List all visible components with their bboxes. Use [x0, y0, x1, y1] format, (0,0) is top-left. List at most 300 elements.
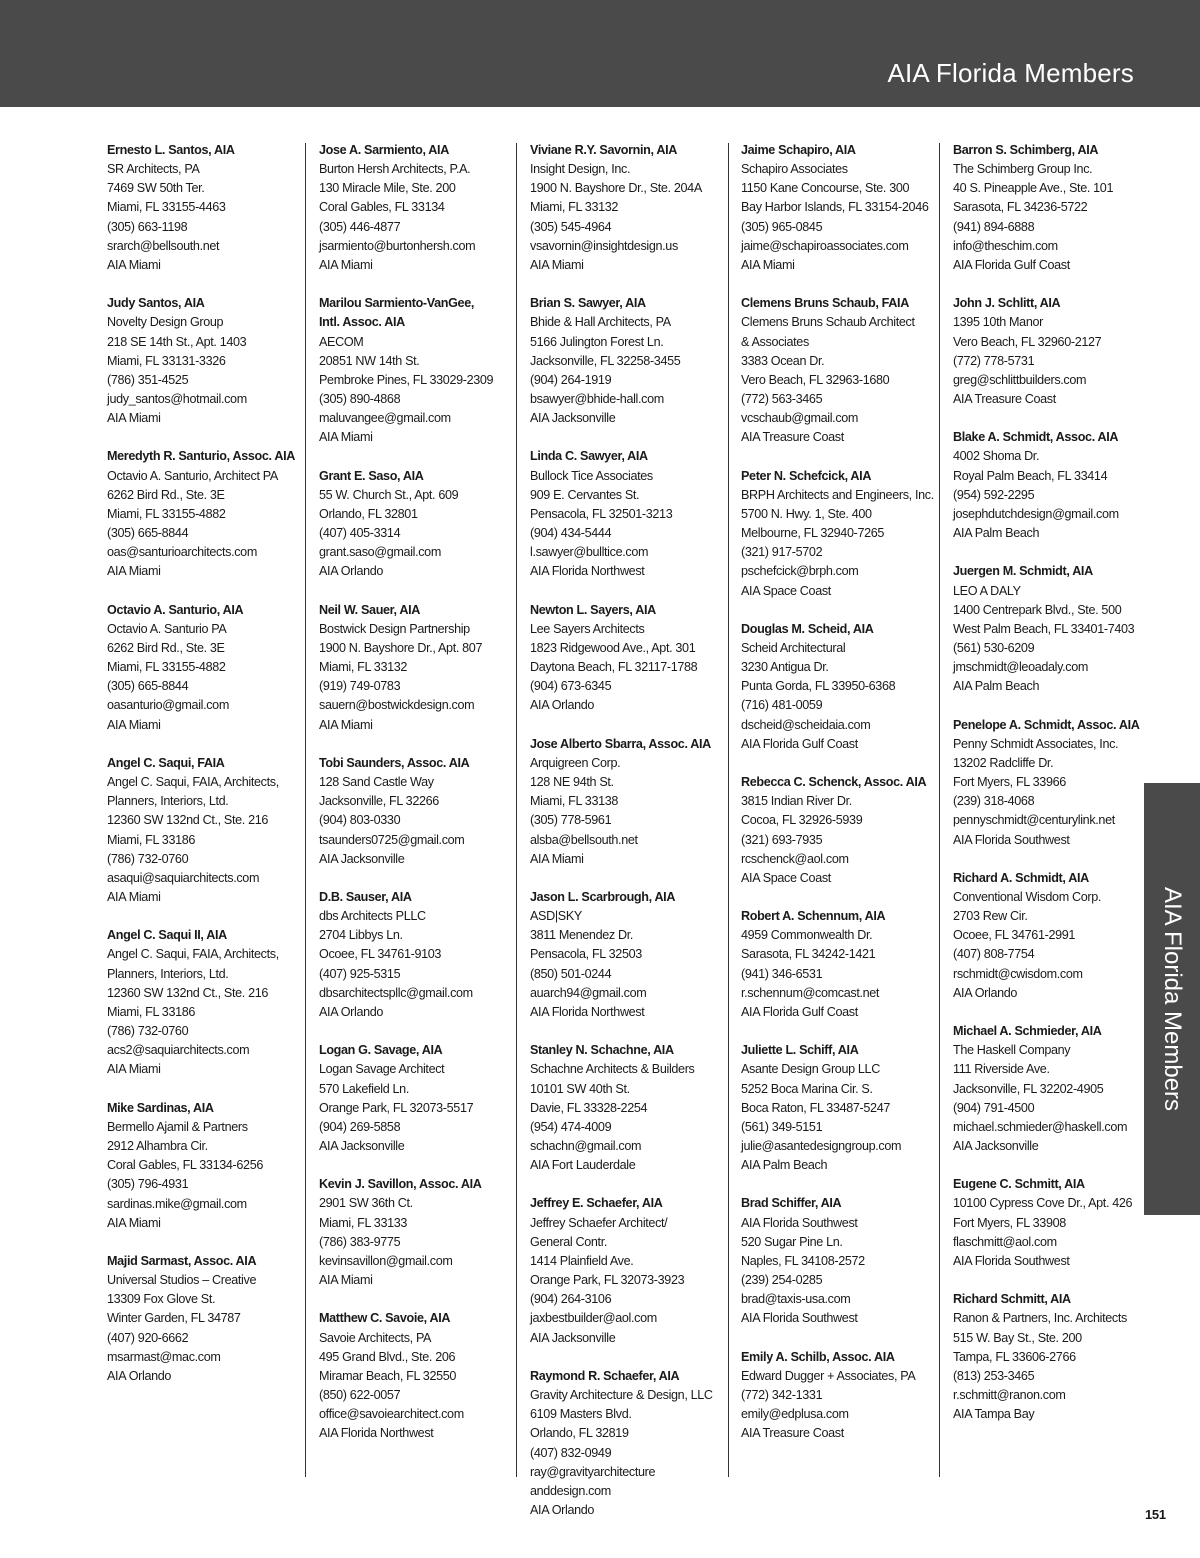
member-detail: brad@taxis-usa.com: [741, 1292, 851, 1307]
member-detail: 3815 Indian River Dr.: [741, 794, 852, 809]
member-detail: Universal Studios – Creative: [107, 1273, 257, 1288]
member-entry: [741, 620, 941, 754]
member-entry: [953, 1290, 1153, 1424]
member-detail: 12360 SW 132nd Ct., Ste. 216: [107, 985, 269, 1000]
member-detail: Bullock Tice Associates: [530, 468, 653, 483]
column-divider: [939, 143, 940, 1477]
member-entry: [107, 1099, 307, 1233]
member-detail: Arquigreen Corp.: [530, 755, 621, 770]
member-name: Angel C. Saqui, FAIA: [107, 755, 225, 770]
member-detail: tsaunders0725@gmail.com: [319, 832, 465, 847]
member-detail: Angel C. Saqui, FAIA, Architects,: [107, 775, 279, 790]
member-detail: asaqui@saquiarchitects.com: [107, 870, 260, 885]
member-detail: 1150 Kane Concourse, Ste. 300: [741, 181, 910, 196]
member-detail: (305) 446-4877: [319, 219, 401, 234]
member-column-3: [530, 141, 730, 1539]
member-detail: vcschaub@gmail.com: [741, 411, 859, 426]
member-detail: AIA Jacksonville: [530, 411, 616, 426]
member-detail: Coral Gables, FL 33134-6256: [107, 1158, 264, 1173]
member-name: Richard A. Schmidt, AIA: [953, 870, 1089, 885]
member-entry: [530, 1041, 730, 1175]
member-detail: pschefcick@brph.com: [741, 564, 859, 579]
member-detail: 5700 N. Hwy. 1, Ste. 400: [741, 506, 872, 521]
member-detail: AIA Orlando: [530, 698, 595, 713]
member-detail: srarch@bellsouth.net: [107, 238, 220, 253]
member-detail: (786) 732-0760: [107, 851, 189, 866]
member-detail: AIA Miami: [319, 1273, 373, 1288]
member-detail: 2703 Rew Cir.: [953, 909, 1028, 924]
member-detail: Ocoee, FL 34761-9103: [319, 947, 442, 962]
member-detail: Boca Raton, FL 33487-5247: [741, 1100, 891, 1115]
member-detail: (772) 778-5731: [953, 353, 1035, 368]
member-detail: AIA Jacksonville: [319, 851, 405, 866]
member-name: Blake A. Schmidt, Assoc. AIA: [953, 430, 1119, 445]
member-detail: AIA Miami: [741, 257, 795, 272]
member-detail: 3811 Menendez Dr.: [530, 928, 634, 943]
member-detail: Fort Myers, FL 33966: [953, 775, 1066, 790]
member-detail: AIA Florida Northwest: [530, 564, 645, 579]
member-detail: (305) 665-8844: [107, 679, 189, 694]
member-entry: [107, 1252, 307, 1386]
member-detail: (305) 663-1198: [107, 219, 188, 234]
member-detail: Bhide & Hall Architects, PA: [530, 315, 671, 330]
member-detail: LEO A DALY: [953, 583, 1021, 598]
member-detail: (941) 346-6531: [741, 966, 823, 981]
member-detail: AIA Florida Southwest: [741, 1311, 858, 1326]
member-detail: 1900 N. Bayshore Dr., Apt. 807: [319, 641, 483, 656]
member-detail: Miami, FL 33155-4882: [107, 506, 226, 521]
member-detail: Miami, FL 33186: [107, 1004, 196, 1019]
member-entry: [953, 294, 1153, 409]
member-detail: (321) 693-7935: [741, 832, 823, 847]
member-name: D.B. Sauser, AIA: [319, 890, 412, 905]
member-detail: Bostwick Design Partnership: [319, 621, 470, 636]
member-entry: [319, 601, 519, 735]
member-detail: judy_santos@hotmail.com: [107, 392, 247, 407]
member-detail: AIA Space Coast: [741, 583, 831, 598]
member-detail: 20851 NW 14th St.: [319, 353, 420, 368]
member-name: Peter N. Schefcick, AIA: [741, 468, 872, 483]
member-detail: (239) 254-0285: [741, 1273, 823, 1288]
member-detail: (239) 318-4068: [953, 794, 1035, 809]
member-detail: AIA Miami: [530, 257, 584, 272]
member-detail: Jacksonville, FL 32202-4905: [953, 1081, 1104, 1096]
member-detail: AIA Miami: [319, 717, 373, 732]
member-name: Intl. Assoc. AIA: [319, 315, 405, 330]
page-header: [0, 0, 1200, 107]
member-entry: [319, 141, 519, 275]
member-name: Kevin J. Savillon, Assoc. AIA: [319, 1177, 482, 1192]
member-name: Jeffrey E. Schaefer, AIA: [530, 1196, 663, 1211]
member-detail: msarmast@mac.com: [107, 1349, 221, 1364]
member-entry: [530, 1367, 730, 1520]
member-detail: 4959 Commonwealth Dr.: [741, 928, 873, 943]
member-detail: Burton Hersh Architects, P.A.: [319, 162, 471, 177]
member-detail: alsba@bellsouth.net: [530, 832, 638, 847]
member-detail: Melbourne, FL 32940-7265: [741, 526, 885, 541]
member-detail: (407) 405-3314: [319, 526, 401, 541]
member-detail: Penny Schmidt Associates, Inc.: [953, 736, 1119, 751]
member-name: Jason L. Scarbrough, AIA: [530, 890, 676, 905]
member-detail: (305) 796-4931: [107, 1177, 189, 1192]
member-detail: Miami, FL 33186: [107, 832, 196, 847]
member-detail: (904) 673-6345: [530, 679, 612, 694]
member-name: Brian S. Sawyer, AIA: [530, 296, 646, 311]
member-detail: AIA Florida Southwest: [953, 832, 1070, 847]
member-detail: AIA Miami: [107, 1215, 161, 1230]
member-detail: Punta Gorda, FL 33950-6368: [741, 679, 896, 694]
member-detail: 2912 Alhambra Cir.: [107, 1139, 208, 1154]
member-name: Newton L. Sayers, AIA: [530, 602, 656, 617]
side-tab: [1144, 783, 1200, 1215]
member-detail: AIA Miami: [107, 411, 161, 426]
member-detail: AIA Florida Southwest: [953, 1253, 1070, 1268]
member-detail: (321) 917-5702: [741, 545, 823, 560]
member-entry: [741, 773, 941, 888]
member-detail: flaschmitt@aol.com: [953, 1234, 1057, 1249]
member-detail: Gravity Architecture & Design, LLC: [530, 1388, 713, 1403]
member-detail: Jacksonville, FL 32266: [319, 794, 439, 809]
member-detail: Davie, FL 33328-2254: [530, 1100, 648, 1115]
member-entry: [741, 907, 941, 1022]
member-detail: sauern@bostwickdesign.com: [319, 698, 475, 713]
member-detail: AIA Miami: [107, 564, 161, 579]
member-detail: (786) 383-9775: [319, 1234, 401, 1249]
member-detail: AIA Space Coast: [741, 870, 831, 885]
member-detail: The Schimberg Group Inc.: [953, 162, 1093, 177]
member-detail: AIA Miami: [107, 717, 161, 732]
member-detail: rcschenck@aol.com: [741, 851, 849, 866]
member-detail: Vero Beach, FL 32960-2127: [953, 334, 1102, 349]
member-detail: (786) 732-0760: [107, 1024, 189, 1039]
member-detail: AIA Florida Southwest: [741, 1215, 858, 1230]
member-detail: Sarasota, FL 34236-5722: [953, 200, 1088, 215]
member-name: Clemens Bruns Schaub, FAIA: [741, 296, 909, 311]
member-detail: Planners, Interiors, Ltd.: [107, 966, 229, 981]
member-detail: Bay Harbor Islands, FL 33154-2046: [741, 200, 929, 215]
member-name: Octavio A. Santurio, AIA: [107, 602, 244, 617]
member-detail: 55 W. Church St., Apt. 609: [319, 487, 459, 502]
member-name: Jose Alberto Sbarra, Assoc. AIA: [530, 736, 711, 751]
member-detail: Cocoa, FL 32926-5939: [741, 813, 863, 828]
member-entry: [953, 562, 1153, 696]
member-detail: Lee Sayers Architects: [530, 621, 645, 636]
member-detail: AIA Orlando: [319, 1004, 384, 1019]
member-detail: Edward Dugger + Associates, PA: [741, 1368, 916, 1383]
member-column-1: [107, 141, 307, 1405]
member-detail: (305) 545-4964: [530, 219, 612, 234]
member-detail: Jeffrey Schaefer Architect/: [530, 1215, 668, 1230]
member-detail: jsarmiento@burtonhersh.com: [319, 238, 476, 253]
member-detail: Orange Park, FL 32073-5517: [319, 1100, 474, 1115]
member-detail: pennyschmidt@centurylink.net: [953, 813, 1115, 828]
member-detail: AIA Fort Lauderdale: [530, 1158, 636, 1173]
member-detail: BRPH Architects and Engineers, Inc.: [741, 487, 934, 502]
member-detail: (954) 474-4009: [530, 1119, 612, 1134]
member-detail: Bermello Ajamil & Partners: [107, 1119, 248, 1134]
member-name: John J. Schlitt, AIA: [953, 296, 1061, 311]
side-tab-label: AIA Florida Members: [1159, 886, 1186, 1112]
member-detail: 111 Riverside Ave.: [953, 1062, 1050, 1077]
member-detail: Miami, FL 33132: [319, 660, 408, 675]
member-detail: Orlando, FL 32819: [530, 1426, 629, 1441]
member-detail: Coral Gables, FL 33134: [319, 200, 445, 215]
member-detail: 10100 Cypress Cove Dr., Apt. 426: [953, 1196, 1133, 1211]
member-detail: Pensacola, FL 32501-3213: [530, 506, 673, 521]
member-detail: Royal Palm Beach, FL 33414: [953, 468, 1108, 483]
member-detail: AIA Palm Beach: [953, 526, 1040, 541]
member-entry: [741, 467, 941, 601]
member-detail: AIA Jacksonville: [953, 1139, 1039, 1154]
member-detail: Miami, FL 33133: [319, 1215, 408, 1230]
member-detail: (772) 342-1331: [741, 1388, 823, 1403]
member-detail: (904) 434-5444: [530, 526, 612, 541]
member-column-4: [741, 141, 941, 1463]
member-detail: AIA Treasure Coast: [741, 1426, 844, 1441]
member-name: Ernesto L. Santos, AIA: [107, 143, 235, 157]
member-detail: (407) 808-7754: [953, 947, 1035, 962]
member-detail: Pembroke Pines, FL 33029-2309: [319, 372, 494, 387]
member-detail: Insight Design, Inc.: [530, 162, 631, 177]
member-detail: julie@asantedesigngroup.com: [741, 1139, 902, 1154]
member-detail: Daytona Beach, FL 32117-1788: [530, 660, 698, 675]
member-name: Logan G. Savage, AIA: [319, 1043, 443, 1058]
member-entry: [953, 1022, 1153, 1156]
member-entry: [530, 294, 730, 428]
member-name: Robert A. Schennum, AIA: [741, 909, 886, 924]
member-detail: 520 Sugar Pine Ln.: [741, 1234, 843, 1249]
member-name: Grant E. Saso, AIA: [319, 468, 424, 483]
member-detail: (772) 563-3465: [741, 392, 823, 407]
member-column-2: [319, 141, 519, 1463]
member-detail: 1900 N. Bayshore Dr., Ste. 204A: [530, 181, 702, 196]
member-detail: AIA Miami: [319, 430, 373, 445]
member-detail: The Haskell Company: [953, 1043, 1071, 1058]
member-detail: ray@gravityarchitecture: [530, 1464, 656, 1479]
member-name: Brad Schiffer, AIA: [741, 1196, 842, 1211]
member-detail: office@savoiearchitect.com: [319, 1407, 464, 1422]
member-entry: [107, 294, 307, 428]
member-entry: [953, 1175, 1153, 1271]
member-detail: (716) 481-0059: [741, 698, 823, 713]
member-detail: Fort Myers, FL 33908: [953, 1215, 1066, 1230]
member-detail: 12360 SW 132nd Ct., Ste. 216: [107, 813, 269, 828]
member-entry: [319, 1175, 519, 1290]
header-title: AIA Florida Members: [887, 58, 1134, 88]
member-detail: (904) 791-4500: [953, 1100, 1035, 1115]
member-detail: 1414 Plainfield Ave.: [530, 1253, 634, 1268]
column-divider: [305, 143, 306, 1477]
member-detail: kevinsavillon@gmail.com: [319, 1253, 453, 1268]
member-detail: Miami, FL 33132: [530, 200, 619, 215]
member-detail: (407) 920-6662: [107, 1330, 189, 1345]
member-detail: (305) 665-8844: [107, 526, 189, 541]
member-detail: Conventional Wisdom Corp.: [953, 890, 1102, 905]
member-detail: (786) 351-4525: [107, 372, 189, 387]
member-detail: 6262 Bird Rd., Ste. 3E: [107, 487, 225, 502]
member-detail: AIA Palm Beach: [741, 1158, 828, 1173]
member-detail: AIA Miami: [107, 1062, 161, 1077]
member-name: Eugene C. Schmitt, AIA: [953, 1177, 1085, 1192]
member-entry: [953, 869, 1153, 1003]
member-entry: [107, 141, 307, 275]
member-detail: Angel C. Saqui, FAIA, Architects,: [107, 947, 279, 962]
member-entry: [953, 716, 1153, 850]
member-detail: Jacksonville, FL 32258-3455: [530, 353, 681, 368]
member-detail: 3230 Antigua Dr.: [741, 660, 829, 675]
member-detail: (561) 349-5151: [741, 1119, 823, 1134]
member-name: Barron S. Schimberg, AIA: [953, 143, 1099, 157]
member-detail: 570 Lakefield Ln.: [319, 1081, 409, 1096]
member-name: Angel C. Saqui II, AIA: [107, 928, 227, 943]
member-detail: 5166 Julington Forest Ln.: [530, 334, 664, 349]
member-detail: Savoie Architects, PA: [319, 1330, 432, 1345]
member-detail: Sarasota, FL 34242-1421: [741, 947, 876, 962]
member-detail: (305) 778-5961: [530, 813, 612, 828]
member-detail: 128 NE 94th St.: [530, 775, 614, 790]
member-detail: (407) 832-0949: [530, 1445, 612, 1460]
member-detail: Tampa, FL 33606-2766: [953, 1349, 1076, 1364]
member-entry: [319, 1041, 519, 1156]
member-entry: [741, 1194, 941, 1328]
member-detail: (850) 622-0057: [319, 1388, 401, 1403]
member-entry: [107, 447, 307, 581]
member-name: Juliette L. Schiff, AIA: [741, 1043, 859, 1058]
member-detail: acs2@saquiarchitects.com: [107, 1043, 250, 1058]
member-detail: (305) 890-4868: [319, 392, 401, 407]
member-detail: Novelty Design Group: [107, 315, 224, 330]
member-name: Judy Santos, AIA: [107, 296, 205, 311]
member-detail: 5252 Boca Marina Cir. S.: [741, 1081, 873, 1096]
member-detail: rschmidt@cwisdom.com: [953, 966, 1083, 981]
page-number: 151: [1145, 1507, 1166, 1522]
member-detail: sardinas.mike@gmail.com: [107, 1196, 247, 1211]
member-detail: greg@schlittbuilders.com: [953, 372, 1087, 387]
member-detail: Vero Beach, FL 32963-1680: [741, 372, 890, 387]
member-detail: AIA Orlando: [107, 1368, 172, 1383]
member-detail: 3383 Ocean Dr.: [741, 353, 825, 368]
member-detail: AIA Jacksonville: [319, 1139, 405, 1154]
member-entry: [530, 447, 730, 581]
member-detail: Orlando, FL 32801: [319, 506, 418, 521]
member-entry: [530, 141, 730, 275]
member-detail: r.schennum@comcast.net: [741, 985, 880, 1000]
member-name: Matthew C. Savoie, AIA: [319, 1311, 451, 1326]
member-detail: West Palm Beach, FL 33401-7403: [953, 621, 1135, 636]
member-detail: (904) 264-3106: [530, 1292, 612, 1307]
member-detail: Miramar Beach, FL 32550: [319, 1368, 457, 1383]
member-detail: grant.saso@gmail.com: [319, 545, 441, 560]
member-detail: l.sawyer@bulltice.com: [530, 545, 649, 560]
member-detail: 7469 SW 50th Ter.: [107, 181, 205, 196]
member-detail: (850) 501-0244: [530, 966, 612, 981]
member-detail: AIA Treasure Coast: [741, 430, 844, 445]
member-detail: 130 Miracle Mile, Ste. 200: [319, 181, 456, 196]
member-entry: [741, 141, 941, 275]
member-name: Jaime Schapiro, AIA: [741, 143, 856, 157]
member-detail: auarch94@gmail.com: [530, 985, 647, 1000]
member-detail: Schachne Architects & Builders: [530, 1062, 695, 1077]
member-name: Juergen M. Schmidt, AIA: [953, 564, 1093, 579]
member-detail: jaxbestbuilder@aol.com: [530, 1311, 657, 1326]
member-detail: AIA Florida Northwest: [319, 1426, 434, 1441]
member-detail: (941) 894-6888: [953, 219, 1035, 234]
member-name: Richard Schmitt, AIA: [953, 1292, 1071, 1307]
column-divider: [728, 143, 729, 1477]
member-name: Majid Sarmast, Assoc. AIA: [107, 1253, 257, 1268]
member-detail: Pensacola, FL 32503: [530, 947, 642, 962]
member-detail: Scheid Architectural: [741, 641, 846, 656]
member-detail: (407) 925-5315: [319, 966, 401, 981]
member-detail: AIA Miami: [530, 851, 584, 866]
member-detail: oasanturio@gmail.com: [107, 698, 229, 713]
member-detail: 13309 Fox Glove St.: [107, 1292, 216, 1307]
member-detail: jaime@schapiroassociates.com: [741, 238, 909, 253]
member-entry: [530, 888, 730, 1022]
member-detail: bsawyer@bhide-hall.com: [530, 392, 664, 407]
member-detail: 40 S. Pineapple Ave., Ste. 101: [953, 181, 1114, 196]
member-detail: 2901 SW 36th Ct.: [319, 1196, 413, 1211]
member-detail: (919) 749-0783: [319, 679, 401, 694]
member-detail: Miami, FL 33138: [530, 794, 619, 809]
member-entry: [107, 601, 307, 735]
member-detail: 495 Grand Blvd., Ste. 206: [319, 1349, 456, 1364]
member-detail: Schapiro Associates: [741, 162, 848, 177]
member-name: Marilou Sarmiento-VanGee,: [319, 296, 475, 311]
member-detail: 6262 Bird Rd., Ste. 3E: [107, 641, 225, 656]
member-detail: (904) 803-0330: [319, 813, 401, 828]
member-detail: (305) 965-0845: [741, 219, 823, 234]
member-name: Meredyth R. Santurio, Assoc. AIA: [107, 449, 295, 464]
member-detail: (904) 264-1919: [530, 372, 612, 387]
member-detail: Miami, FL 33155-4882: [107, 660, 226, 675]
member-detail: anddesign.com: [530, 1483, 611, 1498]
member-name: Viviane R.Y. Savornin, AIA: [530, 143, 677, 157]
member-detail: michael.schmieder@haskell.com: [953, 1119, 1128, 1134]
member-entry: [107, 926, 307, 1079]
member-detail: 10101 SW 40th St.: [530, 1081, 630, 1096]
member-detail: josephdutchdesign@gmail.com: [953, 506, 1119, 521]
member-detail: AIA Tampa Bay: [953, 1407, 1035, 1422]
member-name: Emily A. Schilb, Assoc. AIA: [741, 1349, 895, 1364]
member-detail: Miami, FL 33155-4463: [107, 200, 226, 215]
member-entry: [530, 735, 730, 869]
member-detail: (561) 530-6209: [953, 641, 1035, 656]
member-name: Michael A. Schmieder, AIA: [953, 1024, 1102, 1039]
member-detail: AECOM: [319, 334, 364, 349]
member-detail: AIA Orlando: [530, 1502, 595, 1517]
member-name: Neil W. Sauer, AIA: [319, 602, 421, 617]
member-detail: info@theschim.com: [953, 238, 1058, 253]
member-detail: dscheid@scheidaia.com: [741, 717, 871, 732]
member-detail: jmschmidt@leoadaly.com: [953, 660, 1089, 675]
member-detail: AIA Jacksonville: [530, 1330, 616, 1345]
member-detail: (904) 269-5858: [319, 1119, 401, 1134]
member-entry: [319, 294, 519, 447]
member-column-5: [953, 141, 1153, 1443]
member-name: Jose A. Sarmiento, AIA: [319, 143, 449, 157]
member-detail: 515 W. Bay St., Ste. 200: [953, 1330, 1082, 1345]
member-entry: [319, 1309, 519, 1443]
member-detail: Octavio A. Santurio PA: [107, 621, 227, 636]
member-entry: [953, 141, 1153, 275]
member-detail: r.schmitt@ranon.com: [953, 1388, 1066, 1403]
member-detail: Winter Garden, FL 34787: [107, 1311, 241, 1326]
member-detail: & Associates: [741, 334, 809, 349]
member-detail: AIA Florida Gulf Coast: [953, 257, 1070, 272]
member-detail: 2704 Libbys Ln.: [319, 928, 403, 943]
member-detail: 128 Sand Castle Way: [319, 775, 434, 790]
